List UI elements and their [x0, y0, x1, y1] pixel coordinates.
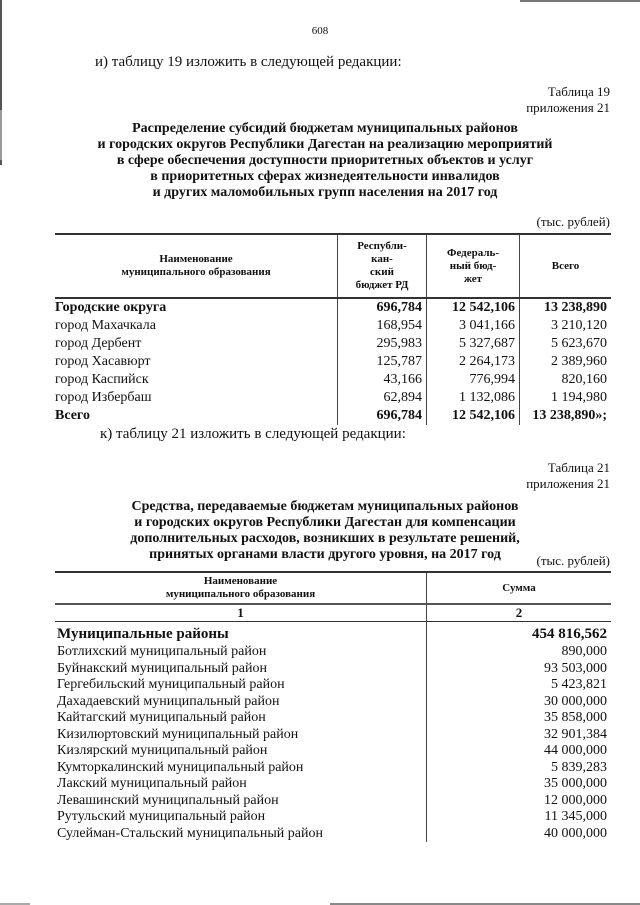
row-sum: 30 000,000 — [427, 694, 612, 711]
title-line: дополнительных расходов, возникших в результате решений, — [130, 531, 520, 546]
table-row — [55, 317, 611, 335]
header-text: Республи- — [357, 240, 407, 252]
table-19-ref-line2: приложения 21 — [526, 100, 610, 115]
header-text: кан- — [371, 253, 393, 265]
row-name: Лакский муниципальный район — [57, 776, 247, 791]
table-row — [55, 826, 611, 843]
row-federal: 5 327,687 — [427, 335, 520, 353]
row-name: город Хасавюрт — [55, 354, 151, 369]
row-sum: 5 423,821 — [427, 677, 612, 694]
amendment-paragraph-k: к) таблицу 21 изложить в следующей редакции: — [100, 426, 406, 442]
table-19 — [55, 233, 611, 425]
row-sum: 12 000,000 — [427, 793, 612, 810]
title-line: принятых органами власти другого уровня, на 2017 год — [149, 547, 501, 562]
row-republican: 62,894 — [338, 389, 427, 407]
table-row — [55, 793, 611, 810]
row-republican: 43,166 — [338, 371, 427, 389]
table-21-units: (тыс. рублей) — [536, 553, 610, 568]
table-row — [55, 694, 611, 711]
row-name: Кизлярский муниципальный район — [57, 743, 268, 758]
table-19-title — [60, 121, 590, 201]
header-name — [55, 572, 427, 604]
table-column-numbers-row — [55, 604, 611, 622]
column-number-2: 2 — [427, 604, 612, 622]
table-21-reference — [526, 460, 610, 492]
table-row — [55, 353, 611, 371]
row-republican: 696,784 — [338, 407, 427, 425]
row-total: 2 389,960 — [520, 353, 612, 371]
header-name — [55, 234, 338, 298]
title-line: Средства, передаваемые бюджетам муниципальных районов — [131, 499, 519, 514]
row-total: 13 238,890»; — [520, 407, 612, 425]
row-name: Гергебильский муниципальный район — [57, 677, 285, 692]
title-line: и городских округов Республики Дагестан для компенсации — [134, 515, 516, 530]
row-sum: 11 345,000 — [427, 809, 612, 826]
header-text: Федераль- — [447, 246, 499, 259]
row-name: город Дербент — [55, 336, 142, 351]
title-line: Распределение субсидий бюджетам муниципальных районов — [132, 121, 518, 136]
row-federal: 12 542,106 — [427, 407, 520, 425]
row-name: город Каспийск — [55, 372, 149, 387]
scan-edge-top — [520, 0, 640, 2]
table-21-ref-line2: приложения 21 — [526, 476, 610, 491]
row-federal: 2 264,173 — [427, 353, 520, 371]
row-name: Сулейман-Стальский муниципальный район — [57, 825, 323, 841]
header-text: ский — [370, 266, 394, 278]
row-sum: 40 000,000 — [427, 826, 612, 843]
row-sum: 454 816,562 — [427, 622, 612, 645]
row-name: Рутульский муниципальный район — [57, 809, 266, 824]
table-row-total — [55, 407, 611, 425]
row-republican: 125,787 — [338, 353, 427, 371]
table-row — [55, 335, 611, 353]
amendment-paragraph-i: и) таблицу 19 изложить в следующей редакции: — [95, 54, 402, 70]
row-name: Ботлихский муниципальный район — [57, 644, 267, 659]
row-name: Буйнакский муниципальный район — [57, 660, 267, 676]
table-row — [55, 776, 611, 793]
table-row — [55, 644, 611, 661]
row-federal: 1 132,086 — [427, 389, 520, 407]
header-federal-budget — [427, 234, 520, 298]
table-row — [55, 743, 611, 760]
row-federal: 12 542,106 — [427, 298, 520, 317]
header-total: Всего — [520, 234, 612, 298]
row-federal: 3 041,166 — [427, 317, 520, 335]
header-republican-budget — [338, 234, 427, 298]
row-total: 820,160 — [520, 371, 612, 389]
table-row — [55, 298, 611, 317]
row-name: Кизилюртовский муниципальный район — [57, 726, 299, 742]
row-sum: 93 503,000 — [427, 661, 612, 678]
row-total: 5 623,670 — [520, 335, 612, 353]
row-republican: 295,983 — [338, 335, 427, 353]
row-name: Муниципальные районы — [57, 626, 229, 642]
header-text: муниципального образования — [121, 266, 271, 278]
table-row — [55, 710, 611, 727]
table-row — [55, 622, 611, 645]
header-text: Наименование — [203, 575, 278, 587]
row-sum: 32 901,384 — [427, 727, 612, 744]
row-name: Городские округа — [55, 300, 167, 315]
column-number-1: 1 — [55, 604, 427, 622]
header-sum: Сумма — [427, 572, 612, 604]
header-text: муниципального образования — [165, 588, 316, 600]
table-header-row — [55, 234, 611, 298]
table-19-reference — [526, 84, 610, 116]
header-text: жет — [463, 272, 483, 285]
title-line: в сфере обеспечения доступности приоритетных объектов и услуг — [116, 153, 534, 168]
header-text: ный бюд- — [449, 259, 497, 272]
header-text: Наименование — [159, 253, 233, 265]
row-name: Дахадаевский муниципальный район — [57, 693, 280, 709]
row-sum: 35 000,000 — [427, 776, 612, 793]
row-total: 1 194,980 — [520, 389, 612, 407]
row-name: Левашинский муниципальный район — [57, 792, 279, 808]
row-republican: 696,784 — [338, 298, 427, 317]
table-21 — [55, 571, 611, 842]
row-total: 13 238,890 — [520, 298, 612, 317]
scan-edge-left-light — [0, 110, 2, 160]
table-row — [55, 727, 611, 744]
row-sum: 890,000 — [427, 644, 612, 661]
row-name: город Избербаш — [55, 390, 152, 405]
row-total: 3 210,120 — [520, 317, 612, 335]
table-21-title — [60, 499, 590, 563]
table-row — [55, 389, 611, 407]
row-name: Кумторкалинский муниципальный район — [57, 759, 304, 775]
title-line: в приоритетных сферах жизнедеятельности инвалидов — [150, 169, 500, 184]
row-federal: 776,994 — [427, 371, 520, 389]
row-sum: 5 839,283 — [427, 760, 612, 777]
table-row — [55, 760, 611, 777]
row-name: город Махачкала — [55, 318, 156, 333]
title-line: и городских округов Республики Дагестан на реализацию мероприятий — [97, 137, 553, 152]
table-19-ref-line1: Таблица 19 — [547, 84, 610, 99]
header-text: бюджет РД — [355, 279, 409, 291]
table-row — [55, 809, 611, 826]
table-row — [55, 371, 611, 389]
table-21-ref-line1: Таблица 21 — [547, 460, 610, 475]
row-sum: 35 858,000 — [427, 710, 612, 727]
row-name: Всего — [55, 408, 90, 423]
page-number: 608 — [311, 25, 329, 37]
table-header-row — [55, 572, 611, 604]
title-line: и других маломобильных групп населения на 2017 год — [152, 185, 498, 200]
table-row — [55, 677, 611, 694]
row-name: Кайтагский муниципальный район — [57, 710, 266, 725]
table-row — [55, 661, 611, 678]
row-republican: 168,954 — [338, 317, 427, 335]
row-sum: 44 000,000 — [427, 743, 612, 760]
table-19-units: (тыс. рублей) — [536, 214, 610, 229]
